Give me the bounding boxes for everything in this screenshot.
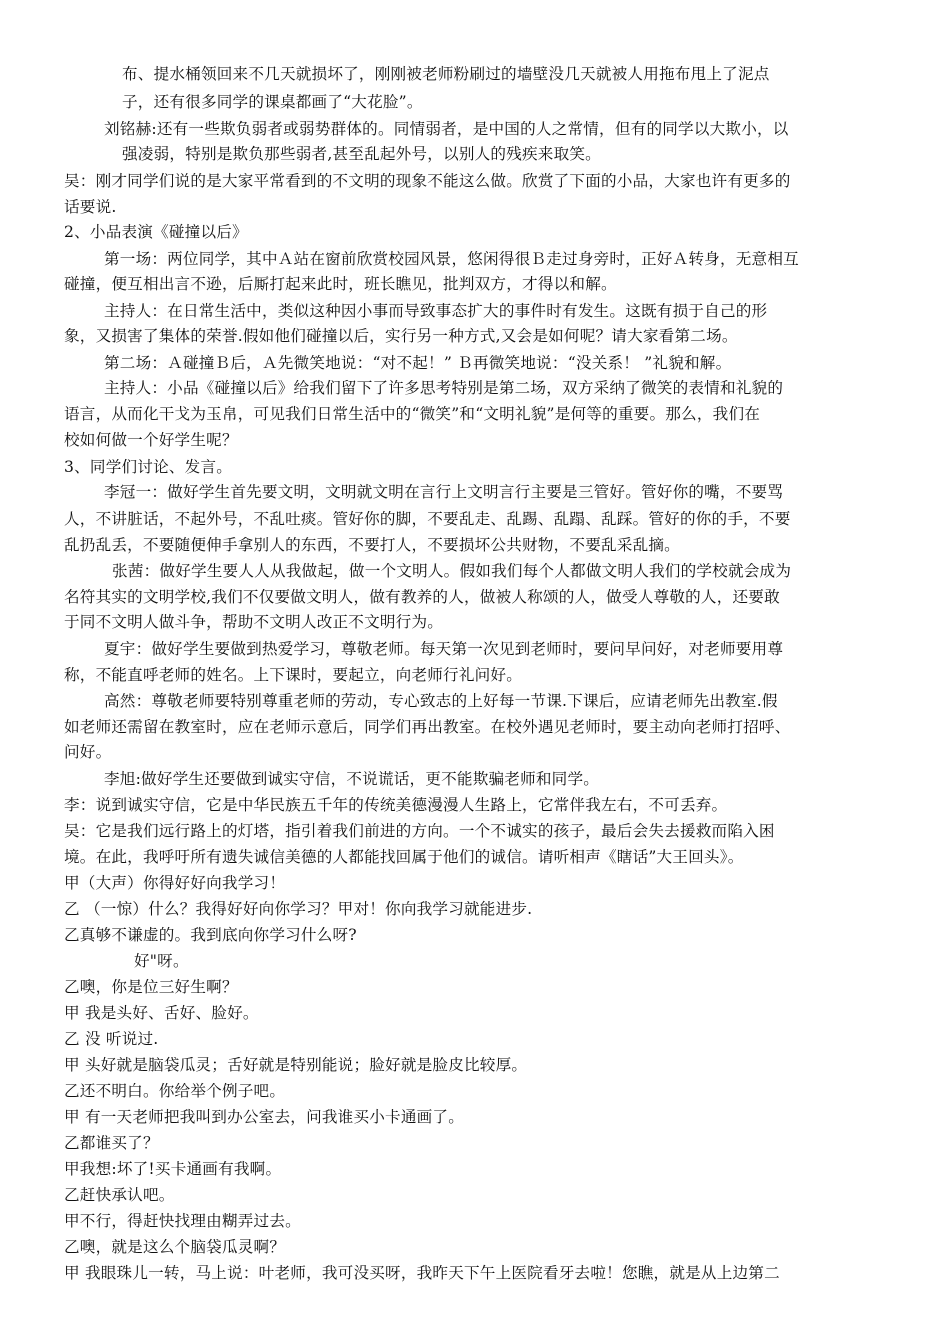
text-line: 第二场：Ａ碰撞Ｂ后，Ａ先微笑地说：“对不起！” Ｂ再微笑地说：“没关系！ ”礼貌和解。: [104, 354, 732, 372]
dialogue-line: 甲不行，得赶快找理由糊弄过去。: [64, 1212, 301, 1230]
text-line: 话要说.: [64, 198, 117, 216]
text-line: 吴：刚才同学们说的是大家平常看到的不文明的现象不能这么做。欣赏了下面的小品，大家也许有更多的: [64, 172, 791, 190]
section-heading: 3、同学们讨论、发言。: [64, 458, 233, 476]
text-line: 强凌弱，特别是欺负那些弱者,甚至乱起外号，以别人的残疾来取笑。: [122, 145, 601, 163]
dialogue-line: 乙赶快承认吧。: [64, 1186, 175, 1204]
text-line: 第一场：两位同学，其中Ａ站在窗前欣赏校园风景，悠闲得很Ｂ走过身旁时，正好Ａ转身，无意相互: [104, 250, 799, 268]
text-line: 张茜：做好学生要人人从我做起，做一个文明人。假如我们每个人都做文明人我们的学校就会成为: [112, 562, 792, 580]
text-line: 名符其实的文明学校,我们不仅要做文明人，做有教养的人，做被人称颂的人，做受人尊敬的人，还要敢: [64, 588, 780, 606]
text-line: 于同不文明人做斗争，帮助不文明人改正不文明行为。: [64, 613, 444, 631]
text-line: 象，又损害了集体的荣誉.假如他们碰撞以后，实行另一种方式,又会是如何呢？请大家看第二场。: [64, 327, 738, 345]
text-line: 校如何做一个好学生呢？: [64, 431, 238, 449]
dialogue-line: 乙 （一惊）什么？我得好好向你学习？甲对！你向我学习就能进步.: [64, 900, 533, 918]
dialogue-line: 乙 没 听说过.: [64, 1030, 159, 1048]
text-line: 人，不讲脏话，不起外号，不乱吐痰。管好你的脚，不要乱走、乱踢、乱蹋、乱踩。管好的你的手，不要: [64, 510, 791, 528]
text-line: 主持人：小品《碰撞以后》给我们留下了许多思考特别是第二场，双方采纳了微笑的表情和礼貌的: [104, 379, 784, 397]
text-line: 布、提水桶领回来不几天就损坏了，刚刚被老师粉刷过的墙壁没几天就被人用拖布甩上了泥点: [122, 65, 770, 83]
text-line: 主持人：在日常生活中，类似这种因小事而导致事态扩大的事件时有发生。这既有损于自己的形: [104, 302, 768, 320]
text-line: 李旭:做好学生还要做到诚实守信，不说谎话，更不能欺骗老师和同学。: [104, 770, 600, 788]
text-line: 语言，从而化干戈为玉帛，可见我们日常生活中的“微笑”和“文明礼貌”是何等的重要。那么，我们在: [64, 405, 761, 423]
dialogue-line: 乙噢，你是位三好生啊？: [64, 978, 238, 996]
dialogue-line: 甲我想:坏了!买卡通画有我啊。: [64, 1160, 282, 1178]
dialogue-line: 乙噢，就是这么个脑袋瓜灵啊？: [64, 1238, 286, 1256]
dialogue-line: 好"呀。: [134, 952, 189, 970]
text-line: 吴：它是我们远行路上的灯塔，指引着我们前进的方向。一个不诚实的孩子，最后会失去援救而陷入困: [64, 822, 775, 840]
text-line: 问好。: [64, 743, 112, 761]
dialogue-line: 乙都谁买了？: [64, 1134, 159, 1152]
dialogue-line: 甲 我是头好、舌好、脸好。: [64, 1004, 259, 1022]
text-line: 夏宇：做好学生要做到热爱学习，尊敬老师。每天第一次见到老师时，要问早问好，对老师要用尊: [104, 640, 784, 658]
text-line: 李冠一：做好学生首先要文明，文明就文明在言行上文明言行主要是三管好。管好你的嘴，不要骂: [104, 483, 784, 501]
dialogue-line: 甲 有一天老师把我叫到办公室去，问我谁买小卡通画了。: [64, 1108, 465, 1126]
dialogue-line: 甲 我眼珠儿一转，马上说：叶老师，我可没买呀，我昨天下午上医院看牙去啦！您瞧，就是从上边第二: [64, 1264, 780, 1282]
dialogue-line: 乙还不明白。你给举个例子吧。: [64, 1082, 286, 1100]
dialogue-line: 甲 头好就是脑袋瓜灵；舌好就是特别能说；脸好就是脸皮比较厚。: [64, 1056, 528, 1074]
dialogue-line: 乙真够不谦虚的。我到底向你学习什么呀?: [64, 926, 357, 944]
text-line: 刘铭赫:还有一些欺负弱者或弱势群体的。同情弱者，是中国的人之常情，但有的同学以大欺小，以: [104, 120, 789, 138]
text-line: 称，不能直呼老师的姓名。上下课时，要起立，向老师行礼问好。: [64, 666, 523, 684]
dialogue-line: 甲（大声）你得好好向我学习！: [64, 874, 286, 892]
text-line: 乱扔乱丢，不要随便伸手拿别人的东西，不要打人，不要损坏公共财物，不要乱采乱摘。: [64, 536, 680, 554]
text-line: 境。在此，我呼吁所有遗失诚信美德的人都能找回属于他们的诚信。请听相声《瞎话”大王回头》。: [64, 848, 744, 866]
text-line: 碰撞，便互相出言不逊，后厮打起来此时，班长瞧见，批判双方，才得以和解。: [64, 275, 617, 293]
text-line: 子，还有很多同学的课桌都画了“大花脸”。: [122, 93, 423, 111]
text-line: 李：说到诚实守信，它是中华民族五千年的传统美德漫漫人生路上，它常伴我左右，不可丢弃。: [64, 796, 728, 814]
section-heading: 2、小品表演《碰撞以后》: [64, 223, 248, 241]
text-line: 如老师还需留在教室时，应在老师示意后，同学们再出教室。在校外遇见老师时，要主动向老师打招呼、: [64, 718, 791, 736]
text-line: 高然：尊敬老师要特别尊重老师的劳动，专心致志的上好每一节课.下课后，应请老师先出教室.假: [104, 692, 778, 710]
